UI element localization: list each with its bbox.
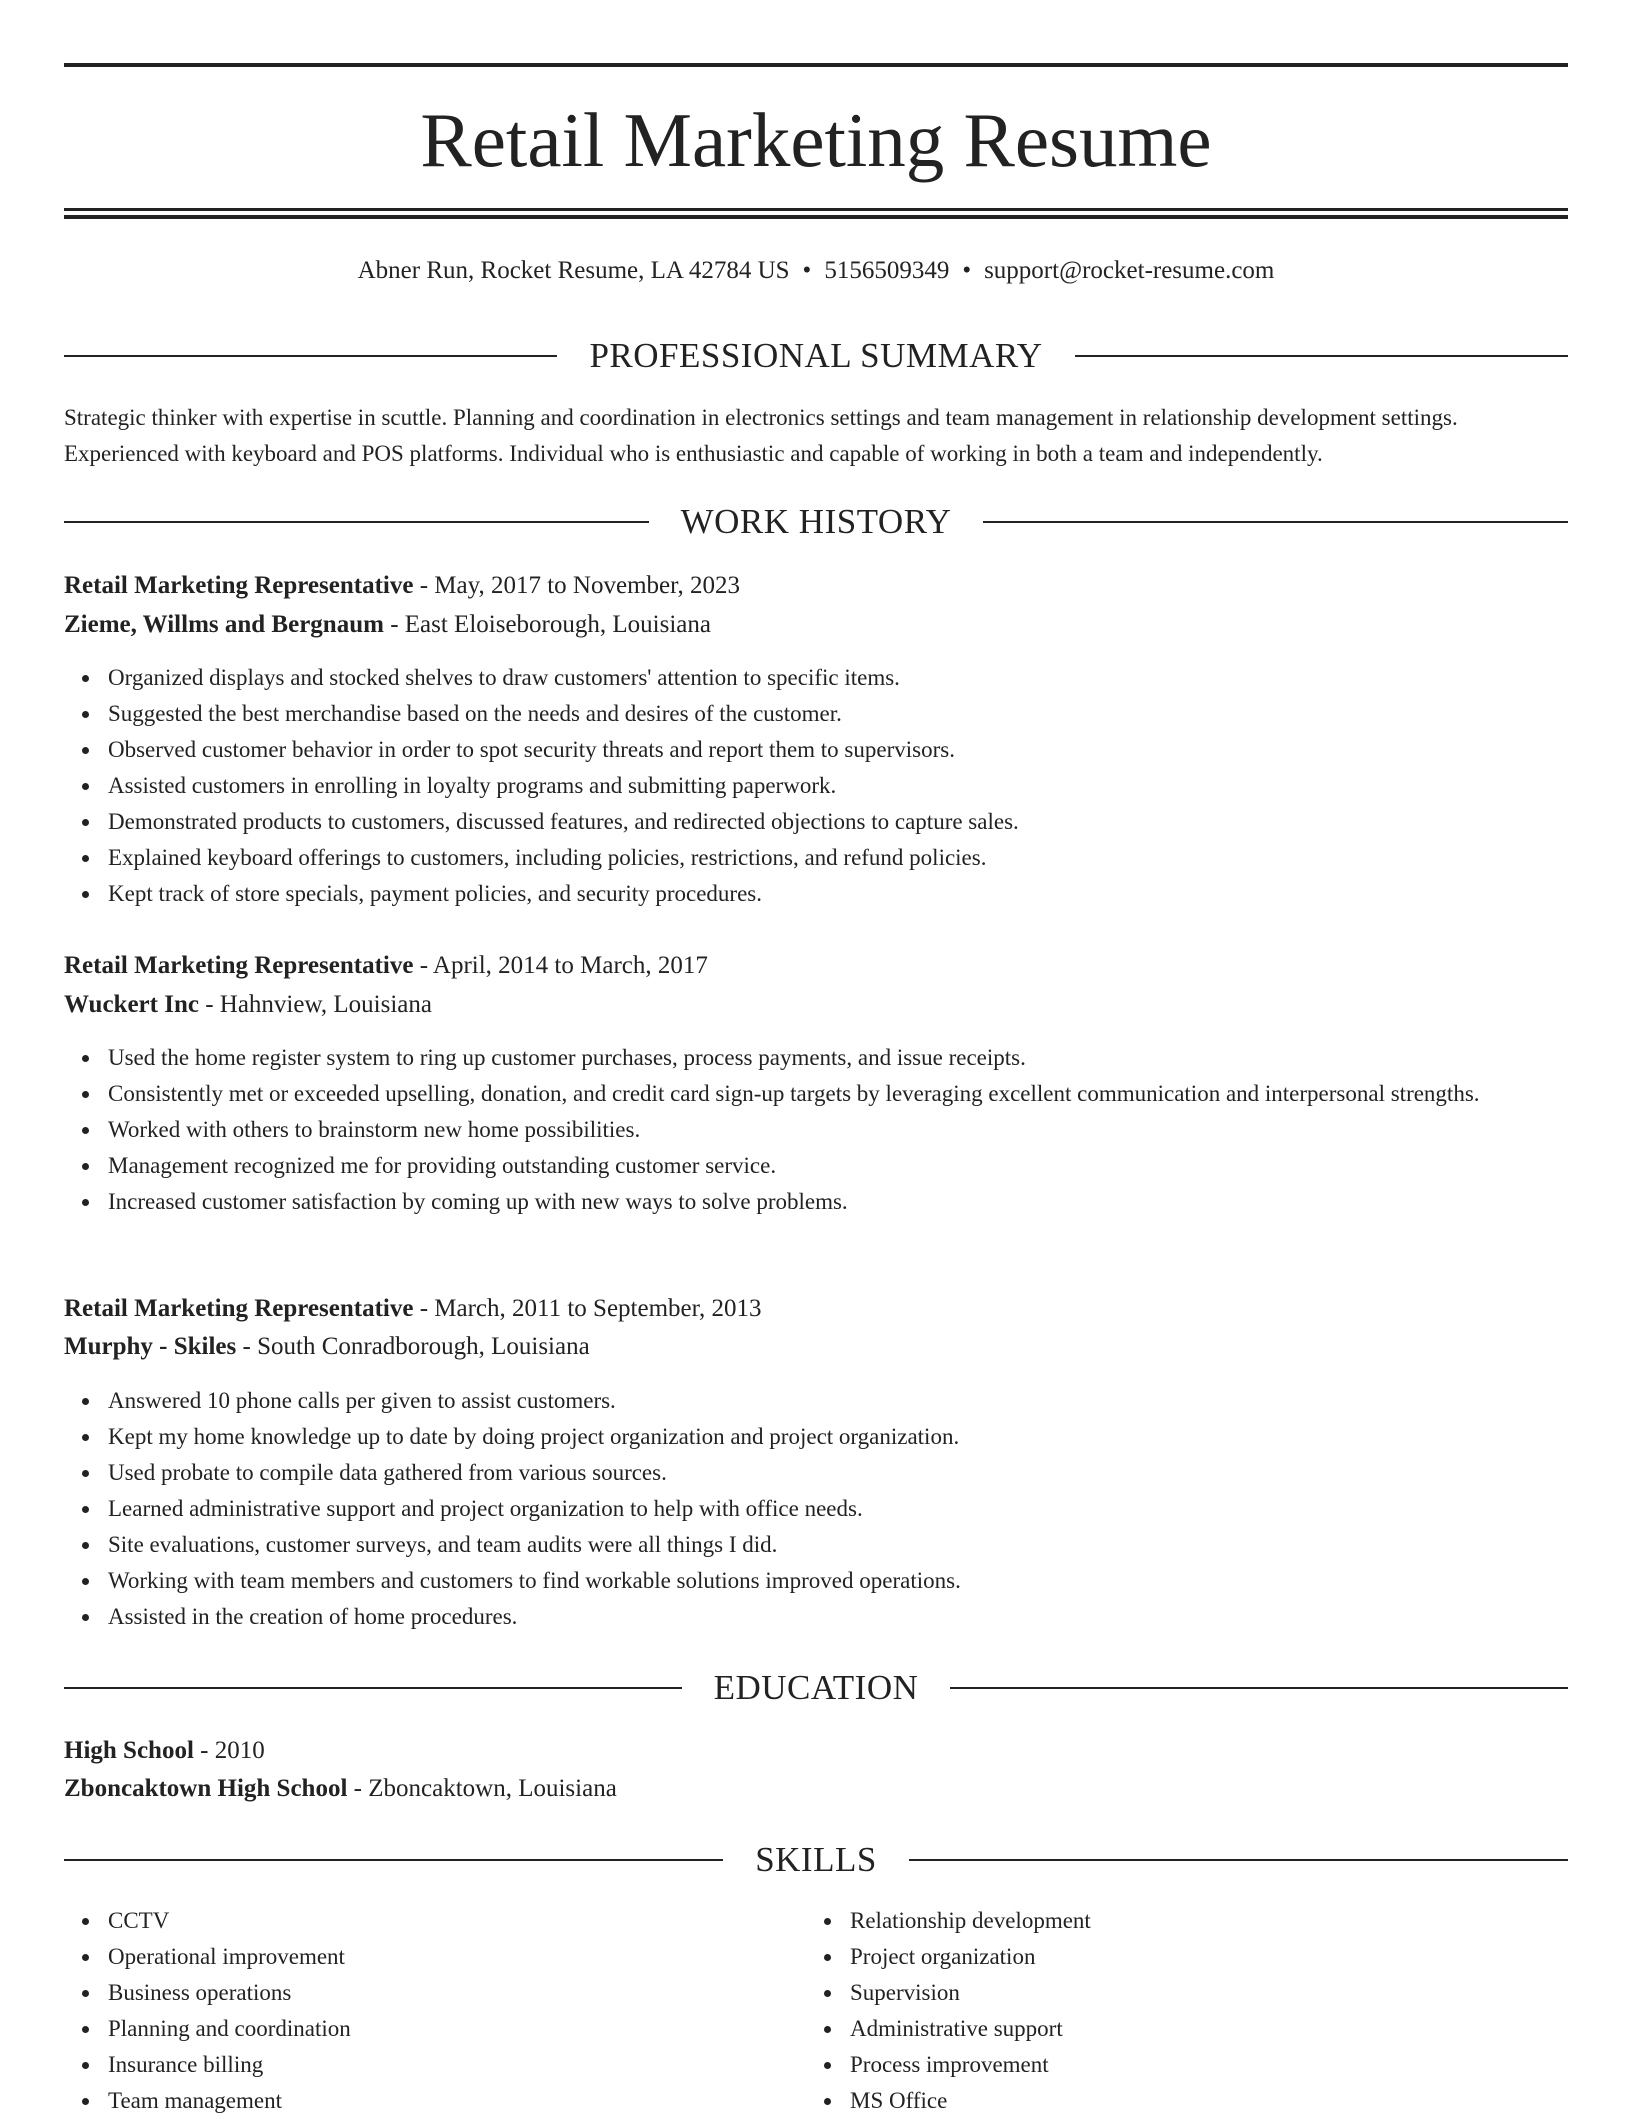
job-company-line <box>64 1328 1568 1366</box>
top-rule <box>64 63 1568 67</box>
list-item: Supervision <box>850 1975 1568 2011</box>
list-item: Demonstrated products to customers, discussed features, and redirected objections to capture sales. <box>108 804 1568 840</box>
heading-rule <box>64 1687 682 1689</box>
list-item: Used the home register system to ring up customer purchases, process payments, and issue receipts. <box>108 1040 1568 1076</box>
title-rule-lower <box>64 215 1568 219</box>
contact-address: Abner Run, Rocket Resume, LA 42784 US <box>357 257 790 284</box>
list-item: Used probate to compile data gathered from various sources. <box>108 1455 1568 1491</box>
heading-rule <box>64 521 649 523</box>
heading-rule <box>950 1687 1568 1689</box>
education-degree: High School <box>64 1737 194 1764</box>
summary-text: Strategic thinker with expertise in scuttle. Planning and coordination in electronics settings and team management in relationship development settings. Experienced with keyboard and POS platforms. Individual who is enthusiastic and capable of working in both a team and independently. <box>64 405 1458 466</box>
list-item: Assisted in the creation of home procedures. <box>108 1599 1568 1635</box>
list-item: Suggested the best merchandise based on the needs and desires of the customer. <box>108 696 1568 732</box>
list-item: Kept my home knowledge up to date by doing project organization and project organization. <box>108 1419 1568 1455</box>
job-bullet-list <box>64 660 1568 912</box>
section-heading-education <box>64 1666 1568 1710</box>
list-item: Insurance billing <box>108 2047 806 2083</box>
job-location: - South Conradborough, Louisiana <box>236 1333 590 1360</box>
section-heading-skills <box>64 1838 1568 1882</box>
list-item: Site evaluations, customer surveys, and team audits were all things I did. <box>108 1527 1568 1563</box>
job-dates: - April, 2014 to March, 2017 <box>413 952 708 979</box>
list-item: Project organization <box>850 1939 1568 1975</box>
heading-rule <box>909 1859 1568 1861</box>
section-heading-summary <box>64 334 1568 378</box>
section-heading-work-history <box>64 500 1568 544</box>
job-company-line <box>64 606 1568 644</box>
list-item: Assisted customers in enrolling in loyalty programs and submitting paperwork. <box>108 768 1568 804</box>
list-item: Learned administrative support and project organization to help with office needs. <box>108 1491 1568 1527</box>
job-location: - East Eloiseborough, Louisiana <box>383 611 711 638</box>
job-dates: - March, 2011 to September, 2013 <box>413 1295 762 1322</box>
section-heading-label: SKILLS <box>755 1840 877 1879</box>
list-item: Management recognized me for providing outstanding customer service. <box>108 1148 1568 1184</box>
skills-list-right <box>806 1903 1568 2119</box>
skills-list-left <box>64 1903 806 2119</box>
job-bullet-list <box>64 1040 1568 1220</box>
list-item: Consistently met or exceeded upselling, donation, and credit card sign-up targets by leveraging excellent communication and interpersonal strengths. <box>108 1076 1568 1112</box>
list-item: CCTV <box>108 1903 806 1939</box>
list-item: Team management <box>108 2083 806 2119</box>
job-title: Retail Marketing Representative <box>64 572 414 599</box>
section-heading-label: PROFESSIONAL SUMMARY <box>589 336 1043 375</box>
section-heading-label: WORK HISTORY <box>680 502 952 541</box>
job-bullet-list <box>64 1383 1568 1635</box>
list-item: Operational improvement <box>108 1939 806 1975</box>
list-item: Increased customer satisfaction by coming up with new ways to solve problems. <box>108 1184 1568 1220</box>
education-school: Zboncaktown High School <box>64 1775 348 1802</box>
education-location: - Zboncaktown, Louisiana <box>347 1775 617 1802</box>
list-item: Organized displays and stocked shelves to draw customers' attention to specific items. <box>108 660 1568 696</box>
job-title-line <box>64 947 1568 985</box>
list-item: Working with team members and customers to find workable solutions improved operations. <box>108 1563 1568 1599</box>
heading-rule <box>64 355 557 357</box>
contact-separator: • <box>802 257 812 284</box>
job-dates: - May, 2017 to November, 2023 <box>413 572 740 599</box>
job-title-line <box>64 567 1568 605</box>
heading-rule <box>64 1859 723 1861</box>
heading-rule <box>1075 355 1568 357</box>
education-year: - 2010 <box>193 1737 265 1764</box>
job-company: Wuckert Inc <box>64 991 199 1018</box>
job-title: Retail Marketing Representative <box>64 952 414 979</box>
job-company: Zieme, Willms and Bergnaum <box>64 611 384 638</box>
education-school-line <box>64 1770 1568 1808</box>
list-item: Process improvement <box>850 2047 1568 2083</box>
job-company-line <box>64 986 1568 1024</box>
education-degree-line <box>64 1732 1568 1770</box>
section-heading-label: EDUCATION <box>713 1668 919 1707</box>
list-item: Explained keyboard offerings to customers, including policies, restrictions, and refund policies. <box>108 840 1568 876</box>
resume-title: Retail Marketing Resume <box>420 97 1212 183</box>
list-item: Administrative support <box>850 2011 1568 2047</box>
job-company: Murphy - Skiles <box>64 1333 237 1360</box>
list-item: Business operations <box>108 1975 806 2011</box>
contact-separator: • <box>962 257 972 284</box>
job-location: - Hahnview, Louisiana <box>198 991 432 1018</box>
contact-phone: 5156509349 <box>824 257 950 284</box>
list-item: Answered 10 phone calls per given to assist customers. <box>108 1383 1568 1419</box>
list-item: MS Office <box>850 2083 1568 2119</box>
job-title: Retail Marketing Representative <box>64 1295 414 1322</box>
list-item: Worked with others to brainstorm new home possibilities. <box>108 1112 1568 1148</box>
list-item: Kept track of store specials, payment policies, and security procedures. <box>108 876 1568 912</box>
list-item: Observed customer behavior in order to spot security threats and report them to supervisors. <box>108 732 1568 768</box>
contact-line <box>64 254 1568 288</box>
contact-email: support@rocket-resume.com <box>984 257 1275 284</box>
title-rule-upper <box>64 208 1568 211</box>
list-item: Planning and coordination <box>108 2011 806 2047</box>
heading-rule <box>983 521 1568 523</box>
job-title-line <box>64 1290 1568 1328</box>
list-item: Relationship development <box>850 1903 1568 1939</box>
